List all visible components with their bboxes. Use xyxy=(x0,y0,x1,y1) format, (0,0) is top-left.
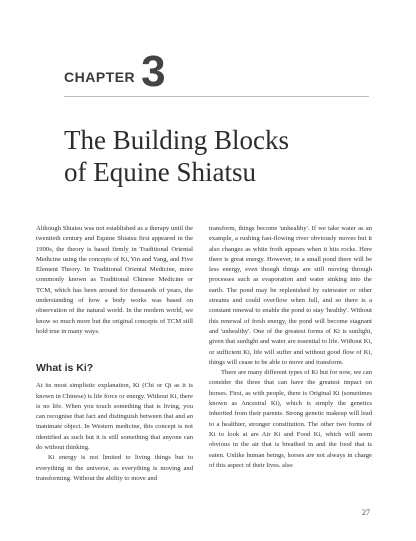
chapter-label: CHAPTER xyxy=(64,69,136,85)
body-paragraph: transform, things become 'unhealthy'. If we take water as an example, a rushing fast-flowing river obviously moves but it also changes as white froth appears when it hits rocks. Here there is great energy. However, in a small pond there will be less energy, even though things are still moving through processes such as evaporation and water sinking into the earth. The pond may be replenished by rainwater or other streams and could overflow when full, and so there is a constant renewal to enable the pond to stay 'healthy'. Without this renewal of fresh energy, the pond will become stagnant and 'unhealthy'. One of the greatest forms of Ki is sunlight, given that sunlight and water are essential to life. Without Ki, or sufficient Ki, life will suffer and without good flow of Ki, things will cease to be able to move and transform. xyxy=(209,225,372,366)
chapter-heading xyxy=(64,47,166,96)
right-column xyxy=(209,224,372,471)
chapter-divider xyxy=(64,96,369,97)
left-column xyxy=(36,224,193,484)
chapter-title-line-1: The Building Blocks xyxy=(64,125,289,155)
chapter-number: 3 xyxy=(141,47,166,96)
chapter-title xyxy=(64,124,384,188)
body-paragraph: Ki energy is not limited to living things but to everything in the universe, as everything is moving and transforming. Without the ability to move and xyxy=(36,454,193,482)
chapter-title-line-2: of Equine Shiatsu xyxy=(64,157,256,187)
body-paragraph: At its most simplistic explanation, Ki (Chi or Qi as it is known in Chinese) is life force or energy. Without Ki, there is no life. When you touch something that is living, you can recognise that fact and distinguish between that and an inanimate object. In Western medicine, this concept is not identified as such but it is still something that anyone can do without thinking. xyxy=(36,382,193,452)
intro-paragraph: Although Shiatsu was not established as a therapy until the twentieth century and Equine Shiatsu first appeared in the 1990s, the theory is based firmly in Traditional Oriental Medicine using the concepts of Ki, Yin and Yang, and Five Element Theory. In Traditional Oriental Medicine, more commonly known as Traditional Chinese Medicine or TCM, which has been around for thousands of years, the understanding of how a body works was based on observation of the natural world. In the modern world, we know so much more but the original concepts of TCM still hold true in many ways. xyxy=(36,225,193,335)
body-paragraph: There are many different types of Ki but for now, we can consider the three that can have the greatest impact on horses. First, as with people, there is Original Ki (sometimes known as Ancestral Ki), which is simply the genetics inherited from their parents. Strong genetic makeup will lead to a healthier, stronger constitution. The other two forms of Ki to look at are Air Ki and Food Ki, which will seem obvious in the air that is breathed in and the food that is eaten. Unlike human beings, horses are not always in charge of this aspect of their lives. also xyxy=(209,369,372,469)
section-heading: What is Ki? xyxy=(36,362,94,375)
page-number: 27 xyxy=(362,508,370,517)
